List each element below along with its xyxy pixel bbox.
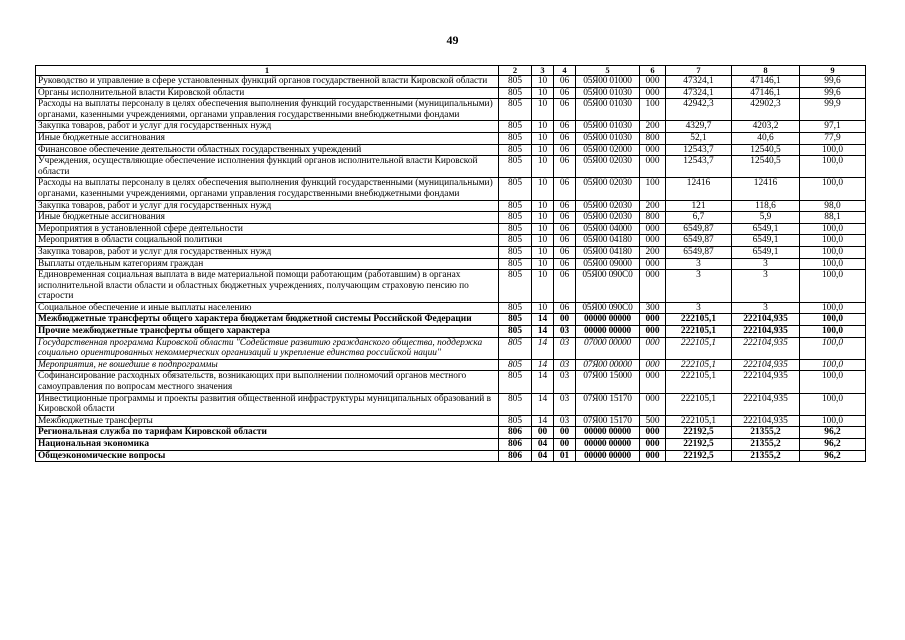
chapter-code-cell: 805 — [499, 246, 532, 258]
target-article-cell: 05Я00 02030 — [576, 212, 640, 224]
executed-amount-cell: 222104,935 — [732, 393, 800, 415]
chapter-code-cell: 805 — [499, 270, 532, 303]
execution-percent-cell: 100,0 — [800, 156, 866, 178]
target-article-cell: 00000 00000 — [576, 450, 640, 462]
row-name-cell: Расходы на выплаты персоналу в целях обеспечения выполнения функций государственными (муниципальными) органами, казенными учреждениями, органами управления государственными внебюджетными фондами — [36, 99, 499, 121]
row-name-cell: Закупка товаров, работ и услуг для государственных нужд — [36, 121, 499, 133]
expense-type-cell: 000 — [640, 314, 666, 326]
execution-percent-cell: 98,0 — [800, 200, 866, 212]
expense-type-cell: 000 — [640, 144, 666, 156]
subsection-cell: 06 — [554, 302, 576, 314]
column-number-row — [36, 66, 866, 76]
subsection-cell: 03 — [554, 326, 576, 338]
target-article-cell: 00000 00000 — [576, 427, 640, 439]
page-number: 49 — [446, 33, 459, 47]
planned-amount-cell: 22192,5 — [666, 427, 732, 439]
target-article-cell: 00000 00000 — [576, 439, 640, 451]
planned-amount-cell: 47324,1 — [666, 87, 732, 99]
section-cell: 04 — [532, 439, 554, 451]
planned-amount-cell: 222105,1 — [666, 337, 732, 359]
subsection-cell: 03 — [554, 415, 576, 427]
execution-percent-cell: 100,0 — [800, 337, 866, 359]
target-article-cell: 07Я00 15170 — [576, 393, 640, 415]
expense-type-cell: 500 — [640, 415, 666, 427]
row-name-cell: Инвестиционные программы и проекты развития общественной инфраструктуры муниципальных образований в Кировской области — [36, 393, 499, 415]
executed-amount-cell: 3 — [732, 258, 800, 270]
section-cell: 00 — [532, 427, 554, 439]
table-row — [36, 371, 866, 393]
chapter-code-cell: 805 — [499, 359, 532, 371]
execution-percent-cell: 77,9 — [800, 132, 866, 144]
chapter-code-cell: 805 — [499, 415, 532, 427]
expense-type-cell: 000 — [640, 427, 666, 439]
expense-type-cell: 000 — [640, 337, 666, 359]
target-article-cell: 05Я00 02030 — [576, 200, 640, 212]
section-cell: 10 — [532, 144, 554, 156]
row-name-cell: Общеэкономические вопросы — [36, 450, 499, 462]
target-article-cell: 05Я00 01030 — [576, 121, 640, 133]
table-row — [36, 337, 866, 359]
subsection-cell: 06 — [554, 87, 576, 99]
planned-amount-cell: 6,7 — [666, 212, 732, 224]
row-name-cell: Финансовое обеспечение деятельности областных государственных учреждений — [36, 144, 499, 156]
expense-type-cell: 000 — [640, 76, 666, 88]
planned-amount-cell: 47324,1 — [666, 76, 732, 88]
subsection-cell: 06 — [554, 156, 576, 178]
executed-amount-cell: 6549,1 — [732, 223, 800, 235]
subsection-cell: 00 — [554, 439, 576, 451]
row-name-cell: Органы исполнительной власти Кировской области — [36, 87, 499, 99]
expense-type-cell: 800 — [640, 132, 666, 144]
section-cell: 10 — [532, 200, 554, 212]
row-name-cell: Мероприятия в установленной сфере деятельности — [36, 223, 499, 235]
row-name-cell: Софинансирование расходных обязательств, возникающих при выполнении полномочий органов местного самоуправления по вопросам местного значения — [36, 371, 499, 393]
chapter-code-cell: 805 — [499, 302, 532, 314]
target-article-cell: 07Я00 00000 — [576, 359, 640, 371]
subsection-cell: 00 — [554, 427, 576, 439]
subsection-cell: 06 — [554, 223, 576, 235]
section-cell: 10 — [532, 121, 554, 133]
planned-amount-cell: 12543,7 — [666, 156, 732, 178]
execution-percent-cell: 100,0 — [800, 144, 866, 156]
row-name-cell: Иные бюджетные ассигнования — [36, 212, 499, 224]
row-name-cell: Иные бюджетные ассигнования — [36, 132, 499, 144]
subsection-cell: 06 — [554, 76, 576, 88]
row-name-cell: Мероприятия, не вошедшие в подпрограммы — [36, 359, 499, 371]
column-number-3: 3 — [532, 66, 554, 76]
planned-amount-cell: 222105,1 — [666, 326, 732, 338]
section-cell: 14 — [532, 393, 554, 415]
chapter-code-cell: 805 — [499, 371, 532, 393]
chapter-code-cell: 805 — [499, 393, 532, 415]
execution-percent-cell: 100,0 — [800, 415, 866, 427]
execution-percent-cell: 96,2 — [800, 427, 866, 439]
execution-percent-cell: 97,1 — [800, 121, 866, 133]
row-name-cell: Расходы на выплаты персоналу в целях обеспечения выполнения функций государственными (муниципальными) органами, казенными учреждениями, органами управления государственными внебюджетными фондами — [36, 178, 499, 200]
expense-type-cell: 000 — [640, 450, 666, 462]
executed-amount-cell: 40,6 — [732, 132, 800, 144]
table-row — [36, 223, 866, 235]
section-cell: 14 — [532, 326, 554, 338]
table-row — [36, 178, 866, 200]
execution-percent-cell: 100,0 — [800, 223, 866, 235]
executed-amount-cell: 12540,5 — [732, 144, 800, 156]
table-row — [36, 246, 866, 258]
column-number-5: 5 — [576, 66, 640, 76]
section-cell: 10 — [532, 76, 554, 88]
table-row — [36, 156, 866, 178]
row-name-cell: Межбюджетные трансферты — [36, 415, 499, 427]
table-row — [36, 326, 866, 338]
budget-table — [35, 65, 866, 462]
row-name-cell: Региональная служба по тарифам Кировской области — [36, 427, 499, 439]
expense-type-cell: 000 — [640, 258, 666, 270]
chapter-code-cell: 805 — [499, 235, 532, 247]
execution-percent-cell: 99,9 — [800, 99, 866, 121]
executed-amount-cell: 21355,2 — [732, 439, 800, 451]
table-row — [36, 270, 866, 303]
subsection-cell: 03 — [554, 371, 576, 393]
chapter-code-cell: 805 — [499, 178, 532, 200]
expense-type-cell: 000 — [640, 371, 666, 393]
expense-type-cell: 000 — [640, 359, 666, 371]
subsection-cell: 06 — [554, 235, 576, 247]
section-cell: 10 — [532, 212, 554, 224]
column-number-1: 1 — [36, 66, 499, 76]
execution-percent-cell: 99,6 — [800, 87, 866, 99]
target-article-cell: 05Я00 02030 — [576, 156, 640, 178]
executed-amount-cell: 222104,935 — [732, 371, 800, 393]
table-row — [36, 87, 866, 99]
chapter-code-cell: 805 — [499, 212, 532, 224]
executed-amount-cell: 6549,1 — [732, 246, 800, 258]
table-row — [36, 439, 866, 451]
expense-type-cell: 000 — [640, 223, 666, 235]
chapter-code-cell: 805 — [499, 200, 532, 212]
expense-type-cell: 200 — [640, 121, 666, 133]
planned-amount-cell: 22192,5 — [666, 439, 732, 451]
section-cell: 10 — [532, 246, 554, 258]
section-cell: 10 — [532, 178, 554, 200]
executed-amount-cell: 47146,1 — [732, 76, 800, 88]
planned-amount-cell: 3 — [666, 258, 732, 270]
table-row — [36, 235, 866, 247]
row-name-cell: Мероприятия в области социальной политики — [36, 235, 499, 247]
row-name-cell: Национальная экономика — [36, 439, 499, 451]
subsection-cell: 06 — [554, 270, 576, 303]
row-name-cell: Закупка товаров, работ и услуг для государственных нужд — [36, 200, 499, 212]
expense-type-cell: 000 — [640, 393, 666, 415]
column-number-7: 7 — [666, 66, 732, 76]
subsection-cell: 06 — [554, 200, 576, 212]
row-name-cell: Выплаты отдельным категориям граждан — [36, 258, 499, 270]
executed-amount-cell: 12416 — [732, 178, 800, 200]
executed-amount-cell: 12540,5 — [732, 156, 800, 178]
row-name-cell: Государственная программа Кировской области "Содействие развитию гражданского общества, поддержка социально ориентированных некоммерческих организаций и укрепление единства российской нации" — [36, 337, 499, 359]
table-row — [36, 415, 866, 427]
target-article-cell: 05Я00 01030 — [576, 99, 640, 121]
row-name-cell: Межбюджетные трансферты общего характера бюджетам бюджетной системы Российской Федерации — [36, 314, 499, 326]
target-article-cell: 05Я00 09000 — [576, 258, 640, 270]
table-row — [36, 76, 866, 88]
execution-percent-cell: 100,0 — [800, 246, 866, 258]
subsection-cell: 06 — [554, 178, 576, 200]
subsection-cell: 06 — [554, 144, 576, 156]
row-name-cell: Закупка товаров, работ и услуг для государственных нужд — [36, 246, 499, 258]
expense-type-cell: 800 — [640, 212, 666, 224]
column-number-9: 9 — [800, 66, 866, 76]
subsection-cell: 06 — [554, 121, 576, 133]
execution-percent-cell: 100,0 — [800, 359, 866, 371]
table-row — [36, 258, 866, 270]
section-cell: 14 — [532, 314, 554, 326]
planned-amount-cell: 3 — [666, 302, 732, 314]
target-article-cell: 05Я00 01000 — [576, 76, 640, 88]
table-row — [36, 393, 866, 415]
chapter-code-cell: 805 — [499, 144, 532, 156]
executed-amount-cell: 21355,2 — [732, 450, 800, 462]
subsection-cell: 06 — [554, 99, 576, 121]
planned-amount-cell: 42942,3 — [666, 99, 732, 121]
section-cell: 14 — [532, 359, 554, 371]
section-cell: 14 — [532, 337, 554, 359]
table-row — [36, 450, 866, 462]
expense-type-cell: 100 — [640, 99, 666, 121]
table-row — [36, 121, 866, 133]
executed-amount-cell: 3 — [732, 270, 800, 303]
column-number-4: 4 — [554, 66, 576, 76]
execution-percent-cell: 100,0 — [800, 178, 866, 200]
planned-amount-cell: 222105,1 — [666, 314, 732, 326]
chapter-code-cell: 805 — [499, 76, 532, 88]
chapter-code-cell: 806 — [499, 427, 532, 439]
execution-percent-cell: 100,0 — [800, 314, 866, 326]
chapter-code-cell: 805 — [499, 258, 532, 270]
expense-type-cell: 200 — [640, 200, 666, 212]
target-article-cell: 05Я00 01030 — [576, 132, 640, 144]
chapter-code-cell: 805 — [499, 314, 532, 326]
execution-percent-cell: 100,0 — [800, 258, 866, 270]
section-cell: 10 — [532, 302, 554, 314]
table-row — [36, 99, 866, 121]
execution-percent-cell: 100,0 — [800, 270, 866, 303]
executed-amount-cell: 47146,1 — [732, 87, 800, 99]
table-row — [36, 359, 866, 371]
expense-type-cell: 300 — [640, 302, 666, 314]
expense-type-cell: 000 — [640, 87, 666, 99]
section-cell: 10 — [532, 87, 554, 99]
execution-percent-cell: 100,0 — [800, 393, 866, 415]
planned-amount-cell: 121 — [666, 200, 732, 212]
executed-amount-cell: 222104,935 — [732, 314, 800, 326]
column-number-2: 2 — [499, 66, 532, 76]
target-article-cell: 00000 00000 — [576, 326, 640, 338]
execution-percent-cell: 100,0 — [800, 302, 866, 314]
expense-type-cell: 000 — [640, 326, 666, 338]
target-article-cell: 07000 00000 — [576, 337, 640, 359]
subsection-cell: 06 — [554, 132, 576, 144]
target-article-cell: 05Я00 090С0 — [576, 270, 640, 303]
expense-type-cell: 100 — [640, 178, 666, 200]
subsection-cell: 06 — [554, 212, 576, 224]
planned-amount-cell: 22192,5 — [666, 450, 732, 462]
chapter-code-cell: 806 — [499, 439, 532, 451]
planned-amount-cell: 222105,1 — [666, 393, 732, 415]
planned-amount-cell: 6549,87 — [666, 246, 732, 258]
chapter-code-cell: 805 — [499, 223, 532, 235]
chapter-code-cell: 805 — [499, 99, 532, 121]
planned-amount-cell: 3 — [666, 270, 732, 303]
executed-amount-cell: 222104,935 — [732, 326, 800, 338]
subsection-cell: 01 — [554, 450, 576, 462]
subsection-cell: 03 — [554, 359, 576, 371]
subsection-cell: 03 — [554, 337, 576, 359]
subsection-cell: 06 — [554, 246, 576, 258]
row-name-cell: Учреждения, осуществляющие обеспечение исполнения функций органов исполнительной власти Кировской области — [36, 156, 499, 178]
section-cell: 10 — [532, 156, 554, 178]
table-row — [36, 212, 866, 224]
section-cell: 10 — [532, 270, 554, 303]
executed-amount-cell: 118,6 — [732, 200, 800, 212]
section-cell: 14 — [532, 415, 554, 427]
table-row — [36, 427, 866, 439]
execution-percent-cell: 100,0 — [800, 235, 866, 247]
target-article-cell: 05Я00 01030 — [576, 87, 640, 99]
planned-amount-cell: 222105,1 — [666, 415, 732, 427]
subsection-cell: 00 — [554, 314, 576, 326]
section-cell: 04 — [532, 450, 554, 462]
executed-amount-cell: 42902,3 — [732, 99, 800, 121]
section-cell: 14 — [532, 371, 554, 393]
column-number-6: 6 — [640, 66, 666, 76]
chapter-code-cell: 805 — [499, 121, 532, 133]
chapter-code-cell: 805 — [499, 337, 532, 359]
target-article-cell: 07Я00 15000 — [576, 371, 640, 393]
execution-percent-cell: 100,0 — [800, 371, 866, 393]
planned-amount-cell: 6549,87 — [666, 223, 732, 235]
subsection-cell: 03 — [554, 393, 576, 415]
row-name-cell: Руководство и управление в сфере установленных функций органов государственной власти Кировской области — [36, 76, 499, 88]
execution-percent-cell: 96,2 — [800, 439, 866, 451]
table-row — [36, 144, 866, 156]
planned-amount-cell: 12416 — [666, 178, 732, 200]
target-article-cell: 05Я00 04180 — [576, 235, 640, 247]
planned-amount-cell: 222105,1 — [666, 371, 732, 393]
expense-type-cell: 000 — [640, 439, 666, 451]
chapter-code-cell: 805 — [499, 156, 532, 178]
execution-percent-cell: 88,1 — [800, 212, 866, 224]
table-row — [36, 302, 866, 314]
executed-amount-cell: 21355,2 — [732, 427, 800, 439]
execution-percent-cell: 100,0 — [800, 326, 866, 338]
table-row — [36, 314, 866, 326]
target-article-cell: 07Я00 15170 — [576, 415, 640, 427]
executed-amount-cell: 222104,935 — [732, 337, 800, 359]
expense-type-cell: 200 — [640, 246, 666, 258]
target-article-cell: 05Я00 02030 — [576, 178, 640, 200]
target-article-cell: 05Я00 04000 — [576, 223, 640, 235]
execution-percent-cell: 96,2 — [800, 450, 866, 462]
row-name-cell: Единовременная социальная выплата в виде материальной помощи работающим (работавшим) в органах исполнительной власти области и областных бюджетных учреждениях, получающим страховую пенсию по старости — [36, 270, 499, 303]
executed-amount-cell: 5,9 — [732, 212, 800, 224]
expense-type-cell: 000 — [640, 270, 666, 303]
planned-amount-cell: 4329,7 — [666, 121, 732, 133]
chapter-code-cell: 805 — [499, 87, 532, 99]
row-name-cell: Социальное обеспечение и иные выплаты населению — [36, 302, 499, 314]
planned-amount-cell: 222105,1 — [666, 359, 732, 371]
target-article-cell: 00000 00000 — [576, 314, 640, 326]
chapter-code-cell: 805 — [499, 132, 532, 144]
planned-amount-cell: 52,1 — [666, 132, 732, 144]
table-row — [36, 132, 866, 144]
expense-type-cell: 000 — [640, 235, 666, 247]
executed-amount-cell: 4203,2 — [732, 121, 800, 133]
planned-amount-cell: 6549,87 — [666, 235, 732, 247]
section-cell: 10 — [532, 223, 554, 235]
chapter-code-cell: 805 — [499, 326, 532, 338]
expense-type-cell: 000 — [640, 156, 666, 178]
section-cell: 10 — [532, 235, 554, 247]
executed-amount-cell: 6549,1 — [732, 235, 800, 247]
executed-amount-cell: 222104,935 — [732, 415, 800, 427]
target-article-cell: 05Я00 04180 — [576, 246, 640, 258]
section-cell: 10 — [532, 99, 554, 121]
executed-amount-cell: 3 — [732, 302, 800, 314]
section-cell: 10 — [532, 258, 554, 270]
table-body — [36, 76, 866, 462]
target-article-cell: 05Я00 090С0 — [576, 302, 640, 314]
target-article-cell: 05Я00 02000 — [576, 144, 640, 156]
row-name-cell: Прочие межбюджетные трансферты общего характера — [36, 326, 499, 338]
column-number-8: 8 — [732, 66, 800, 76]
subsection-cell: 06 — [554, 258, 576, 270]
executed-amount-cell: 222104,935 — [732, 359, 800, 371]
table-row — [36, 200, 866, 212]
section-cell: 10 — [532, 132, 554, 144]
planned-amount-cell: 12543,7 — [666, 144, 732, 156]
chapter-code-cell: 806 — [499, 450, 532, 462]
execution-percent-cell: 99,6 — [800, 76, 866, 88]
